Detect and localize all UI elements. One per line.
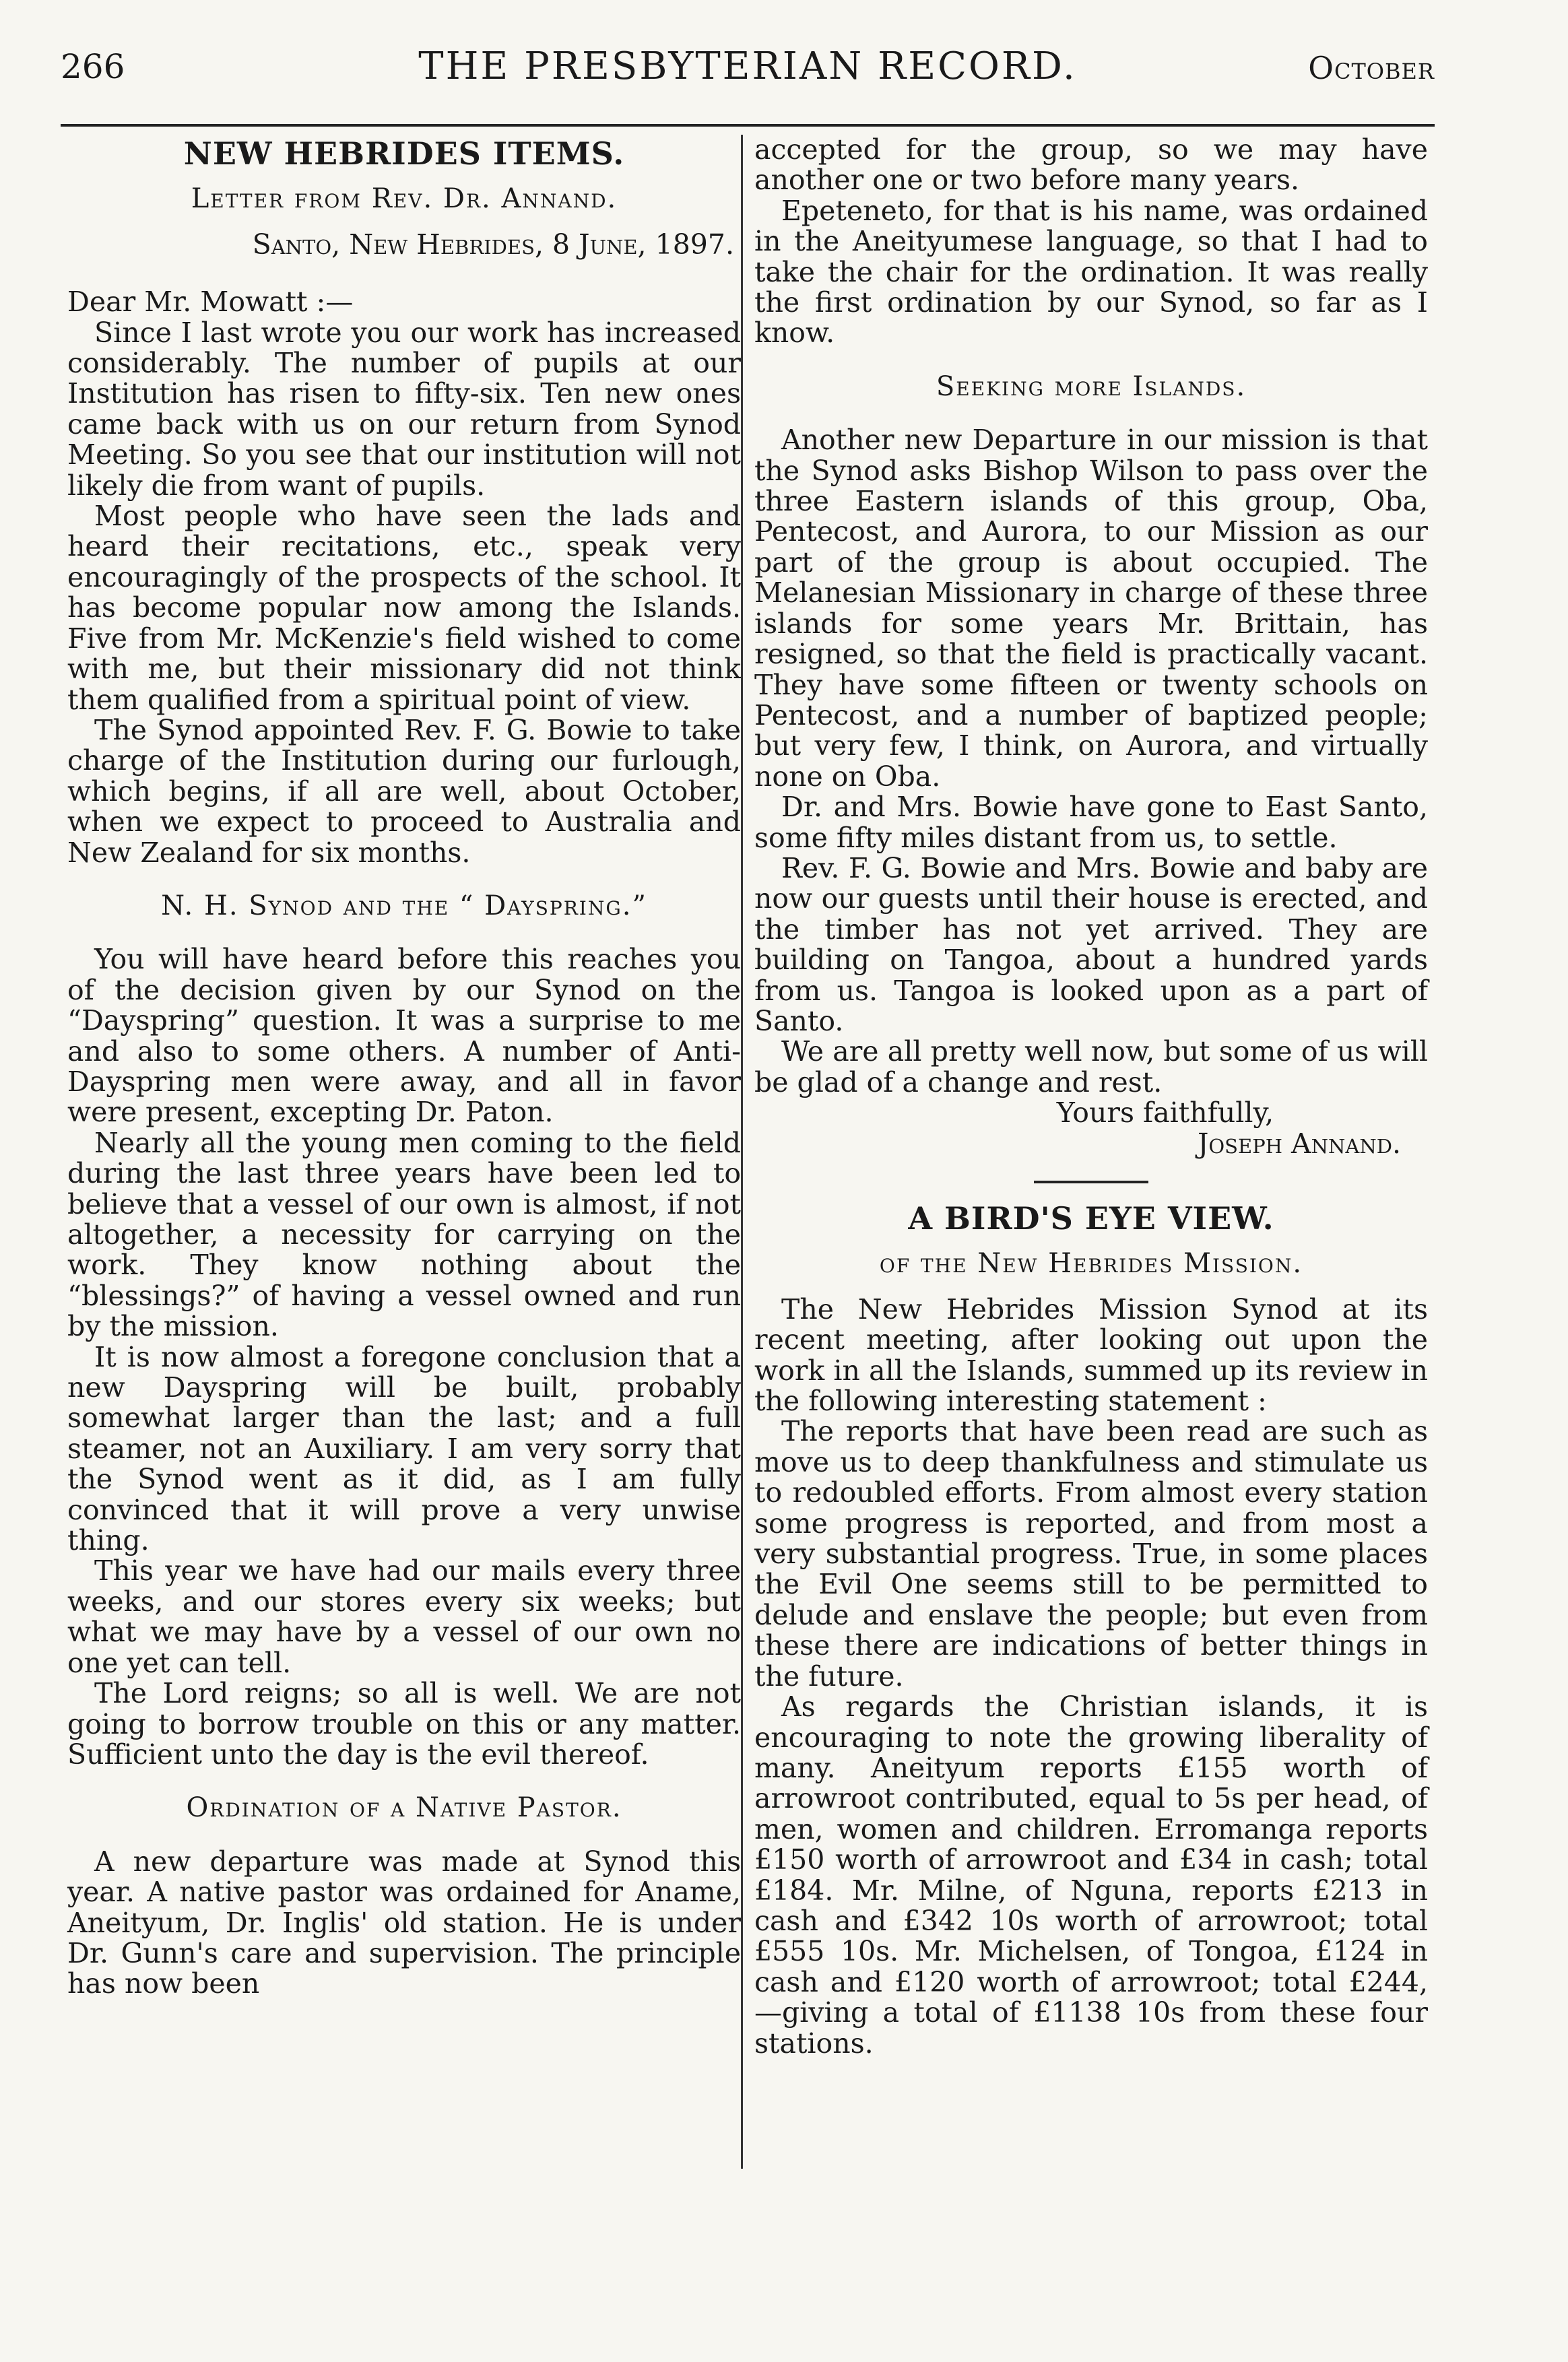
paragraph: The Lord reigns; so all is well. We are not going to borrow trouble on this or any matter. Sufficient unto the day is the evil thereof. [67, 1677, 741, 1771]
section-heading: Seeking more Islands. [936, 370, 1247, 402]
paragraph: The New Hebrides Mission Synod at its recent meeting, after looking out upon the work in all the Islands, summed up its review in the following interesting statement : [754, 1292, 1428, 1418]
paragraph: The Synod appointed Rev. F. G. Bowie to take charge of the Institution during our furlough, which begins, if all are well, about October, when we expect to proceed to Australia and New Zealand for six months. [67, 713, 741, 869]
paragraph: You will have heard before this reaches you of the decision given by our Synod on the “Dayspring” question. It was a surprise to me and also to some others. A number of Anti-Dayspring men were away, and all in favor were present, excepting Dr. Paton. [67, 943, 741, 1129]
paragraph: Epeteneto, for that is his name, was ordained in the Aneityumese language, so that I had to take the chair for the ordination. It was really the first ordination by our Synod, so far as I know. [754, 194, 1428, 350]
page-header [61, 40, 1435, 101]
paragraph: It is now almost a foregone conclusion that a new Dayspring will be built, probably somewhat larger than the last; and a full steamer, not an Auxiliary. I am very sorry that the Synod went as it did, as I am fully convinced that it will prove a very unwise thing. [67, 1340, 741, 1557]
paragraph: Most people who have seen the lads and heard their recitations, etc., speak very encouragingly of the prospects of the school. It has become popular now among the Islands. Five from Mr. McKenzie's field wished to come with me, but their missionary did not think them qualified from a spiritual point of view. [67, 500, 741, 716]
paragraph: Nearly all the young men coming to the field during the last three years have been led to believe that a vessel of our own is almost, if not altogether, a necessity for carrying on the work. They know nothing about the “blessings?” of having a vessel owned and run by the mission. [67, 1126, 741, 1343]
article-separator [1034, 1181, 1148, 1183]
article-subheading: of the New Hebrides Mission. [879, 1248, 1303, 1280]
letter-dateline: Santo, New Hebrides, 8 June, 1897. [252, 228, 734, 261]
paragraph: accepted for the group, so we may have another one or two before many years. [754, 133, 1428, 197]
paragraph: Rev. F. G. Bowie and Mrs. Bowie and baby are now our guests until their house is erected, and the timber has not yet arrived. They are building on Tangoa, about a hundred yards from us. Tangoa is looked upon as a part of Santo. [754, 851, 1428, 1037]
right-column [754, 135, 1428, 2059]
paragraph: The reports that have been read are such as move us to deep thankfulness and stimulate us to redoubled efforts. From almost every station some progress is reported, and from most a very substantial progress. True, in some places the Evil One seems still to be permitted to delude and enslave the people; but even from these there are indications of better things in the future. [754, 1415, 1428, 1693]
column-divider [741, 135, 743, 2169]
paragraph: This year we have had our mails every three weeks, and our stores every six weeks; but what we may have by a vessel of our own no one yet can tell. [67, 1554, 741, 1679]
section-heading: Ordination of a Native Pastor. [186, 1792, 622, 1824]
paragraph: Dr. and Mrs. Bowie have gone to East Santo, some fifty miles distant from us, to settle. [754, 791, 1428, 854]
letter-salutation: Dear Mr. Mowatt :— [67, 286, 354, 319]
paragraph: We are all pretty well now, but some of us will be glad of a change and rest. [754, 1035, 1428, 1098]
letter-closing: Yours faithfully, [1056, 1096, 1274, 1129]
letter-signature: Joseph Annand. [1197, 1127, 1401, 1160]
section-heading: N. H. Synod and the “ Dayspring.” [161, 890, 647, 921]
left-column [67, 135, 741, 2000]
paragraph: Another new Departure in our mission is that the Synod asks Bishop Wilson to pass over the three Eastern islands of this group, Oba, Pentecost, and Aurora, to our Mission as our part of the group is about occupied. The Melanesian Missionary in charge of these three islands for some years Mr. Brittain, has resigned, so that the field is practically vacant. They have some fifteen or twenty schools on Pentecost, and a number of baptized people; but very few, I think, on Aurora, and virtually none on Oba. [754, 424, 1428, 793]
page-number: 266 [61, 47, 125, 86]
article-heading: NEW HEBRIDES ITEMS. [183, 135, 625, 172]
header-rule [61, 124, 1435, 127]
article-heading: A BIRD'S EYE VIEW. [908, 1200, 1274, 1237]
paragraph: A new departure was made at Synod this year. A native pastor was ordained for Aname, Aneityum, Dr. Inglis' old station. He is under Dr. Gunn's care and supervision. The principle has now been [67, 1845, 741, 2000]
publication-title: THE PRESBYTERIAN RECORD. [418, 44, 1077, 88]
paragraph: As regards the Christian islands, it is encouraging to note the growing liberality of many. Aneityum reports £155 worth of arrowroot contributed, equal to 5s per head, of men, women and children. Erromanga reports £150 worth of arrowroot and £34 in cash; total £184. Mr. Milne, of Nguna, reports £213 in cash and £342 10s worth of arrowroot; total £555 10s. Mr. Michelsen, of Tongoa, £124 in cash and £120 worth of arrowroot; total £244,—giving a total of £1138 10s from these four stations. [754, 1691, 1428, 2060]
paragraph: Since I last wrote you our work has increased considerably. The number of pupils at our Institution has risen to fifty-six. Ten new ones came back with us on our return from Synod Meeting. So you see that our institution will not likely die from want of pupils. [67, 316, 741, 502]
issue-month: October [1308, 50, 1435, 86]
article-byline: Letter from Rev. Dr. Annand. [191, 183, 618, 215]
